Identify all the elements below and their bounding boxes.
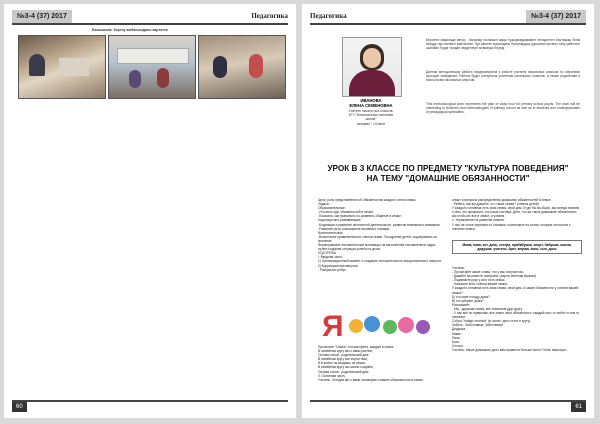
abstract-english: This methodological work represents the plan of class hour for primary school pupils. The work will be interesting to teachers and methodologists of primary school as well as to students and undergraduates of pedagogical specialties. bbox=[426, 102, 580, 115]
page-number: 61 bbox=[571, 402, 586, 412]
section-label: Педагогика bbox=[310, 12, 347, 20]
classroom-photo-3 bbox=[198, 35, 286, 99]
left-page bbox=[4, 4, 296, 418]
author-role: Учитель началь ных классов, КГУ "Вознесенская основная школа" жевцево", г.Семей bbox=[348, 109, 394, 126]
left-footer bbox=[12, 400, 288, 412]
text-column-2-continued bbox=[452, 266, 580, 352]
author-photo bbox=[342, 37, 402, 97]
issue-label: №3-4 (37) 2017 bbox=[526, 10, 586, 23]
svg-text:Я: Я bbox=[322, 310, 344, 340]
ya-semya-logo bbox=[320, 306, 440, 340]
issue-label: №3-4 (37) 2017 bbox=[12, 10, 72, 23]
lesson-intro: семье и вопросы распределения домашних обязанностей в семье. - Ребята, как вы думаете, что такое семья? (ответы детей) У каждого человека есть своя семья, свой дом. И где бы мы были, мы всегда помним о нём, это прекрасно, это наша частица. Дети, что же такое домашние обязанности, как чтобы их все в семье, и узнаем. 1. Упражнение на развитие памяти. У нас на столе картинки со словами, посмотрите на слова, которые относятся к понятию семья. bbox=[452, 198, 580, 231]
photo-caption: Бальшыла. Зертеу жобасындағы картотек bbox=[92, 28, 168, 32]
section-label: Педагогика bbox=[251, 12, 288, 20]
lesson-dialogue: Учитель: - Прочитайте какие слова, что у вас получилось. - Давайте мы вместе поиграем. (звучит весёлая музыка) - Поднимите руку у кого есть семья. - Назовите всех членов вашей семьи. У каждого человека есть своя семья, свой дом. А какие обязанности у членов вашей семьи? Б) кто моет посуду дома? В) кто убирает дома? Расскажите: - Мы - дружная семья, все помогаем друг другу. - У нас всё по правилам, все знают свои обязанности, каждый кого-то любит и чем-то помогает. 2.Игра "Найди отличия" (в гостях: дети стоят в кругу) Забота - Заботливые, Заботливые. Дедушка - Мама - Папа - Брат - Сестра - Учитель: Какое домашнее дело вам нравится больше всего? Итак, вам пора... bbox=[452, 266, 580, 352]
word-box: Мама, папа, кот, дочь, сестра, прабабушка, спорт, бабушка, школа, дедушка, учитель, брат, внучка, кино, сын, дочь bbox=[452, 240, 582, 254]
article-title: УРОК В 3 КЛАССЕ ПО ПРЕДМЕТУ "КУЛЬТУРА ПОВЕДЕНИЯ" НА ТЕМУ "ДОМАШНИЕ ОБЯЗАННОСТИ" bbox=[327, 164, 569, 183]
right-footer bbox=[310, 400, 586, 412]
right-header bbox=[310, 10, 586, 25]
text-column-1 bbox=[318, 198, 444, 272]
text-column-1-poem bbox=[318, 345, 444, 382]
author-name: ИВАНОВА ЕЛЕНА СЕМЕНОВНА bbox=[349, 98, 393, 108]
text-column-2 bbox=[452, 198, 580, 231]
classroom-photo-1 bbox=[18, 35, 106, 99]
left-header bbox=[12, 10, 288, 25]
classroom-photo-2 bbox=[108, 35, 196, 99]
abstract-kazakh: Берілген мақалада автор - балалар ғылымын жаңа тұжырымдамамен негізделген бастауыш білім беруде оқу пәнімен қамтылған, бұл мектеп жасындағы балалардың қоршаған ортаны тану қабілетін шынайы түрде талдап зерделеуге мүмкіндік береді. bbox=[426, 38, 580, 51]
lesson-goals: Цель: роль представления об обязанностях каждого члена семьи. Задачи: Образовательные: -Уточнить круг обязанностей в семье; -Показать, как правильно ко-сравнить общение в семье. Коррекционно-развивающие: -Коррекция и развитие личностной деятельности, развитие внимания и внимания. -Развитие речи, расширение активного словаря. Воспитательные: -Воспитание нравственности членов семьи. Поощрение детей, подчеркивать их значение. Формирование положительной мотивации на выполнение поставленных задач путём создания ситуации успеха на уроке. ХОД УРОКА I. Вводная часть. 1) Организационный момент и создание положительного эмоционального настроя. 2) Коррекционная минутка: - Раскрасьте ребус. bbox=[318, 198, 442, 272]
abstract-russian: Данная методическая работа предназначена к работе учителя начальных классов по обучению культуре поведения. Работа будет интересна учителям начальных классов, а также родителям и психологам начальных классов. bbox=[426, 70, 580, 83]
right-page bbox=[302, 4, 594, 418]
page-number: 60 bbox=[12, 402, 27, 412]
poem-text: Прочитали "Семья" и посмотрели, каждый в семье. В семейном кругу мы с вами растем, Основа основ - родительский дом. В семейном кругу все корни твои, И в жизнь ты входишь из семьи. В семейном кругу мы жизнь создаём, Основа основ - родительский дом. II. Основная часть. Учитель: Сегодня мы с вами поговорим о ваших обязанностях в семье. bbox=[318, 345, 424, 382]
